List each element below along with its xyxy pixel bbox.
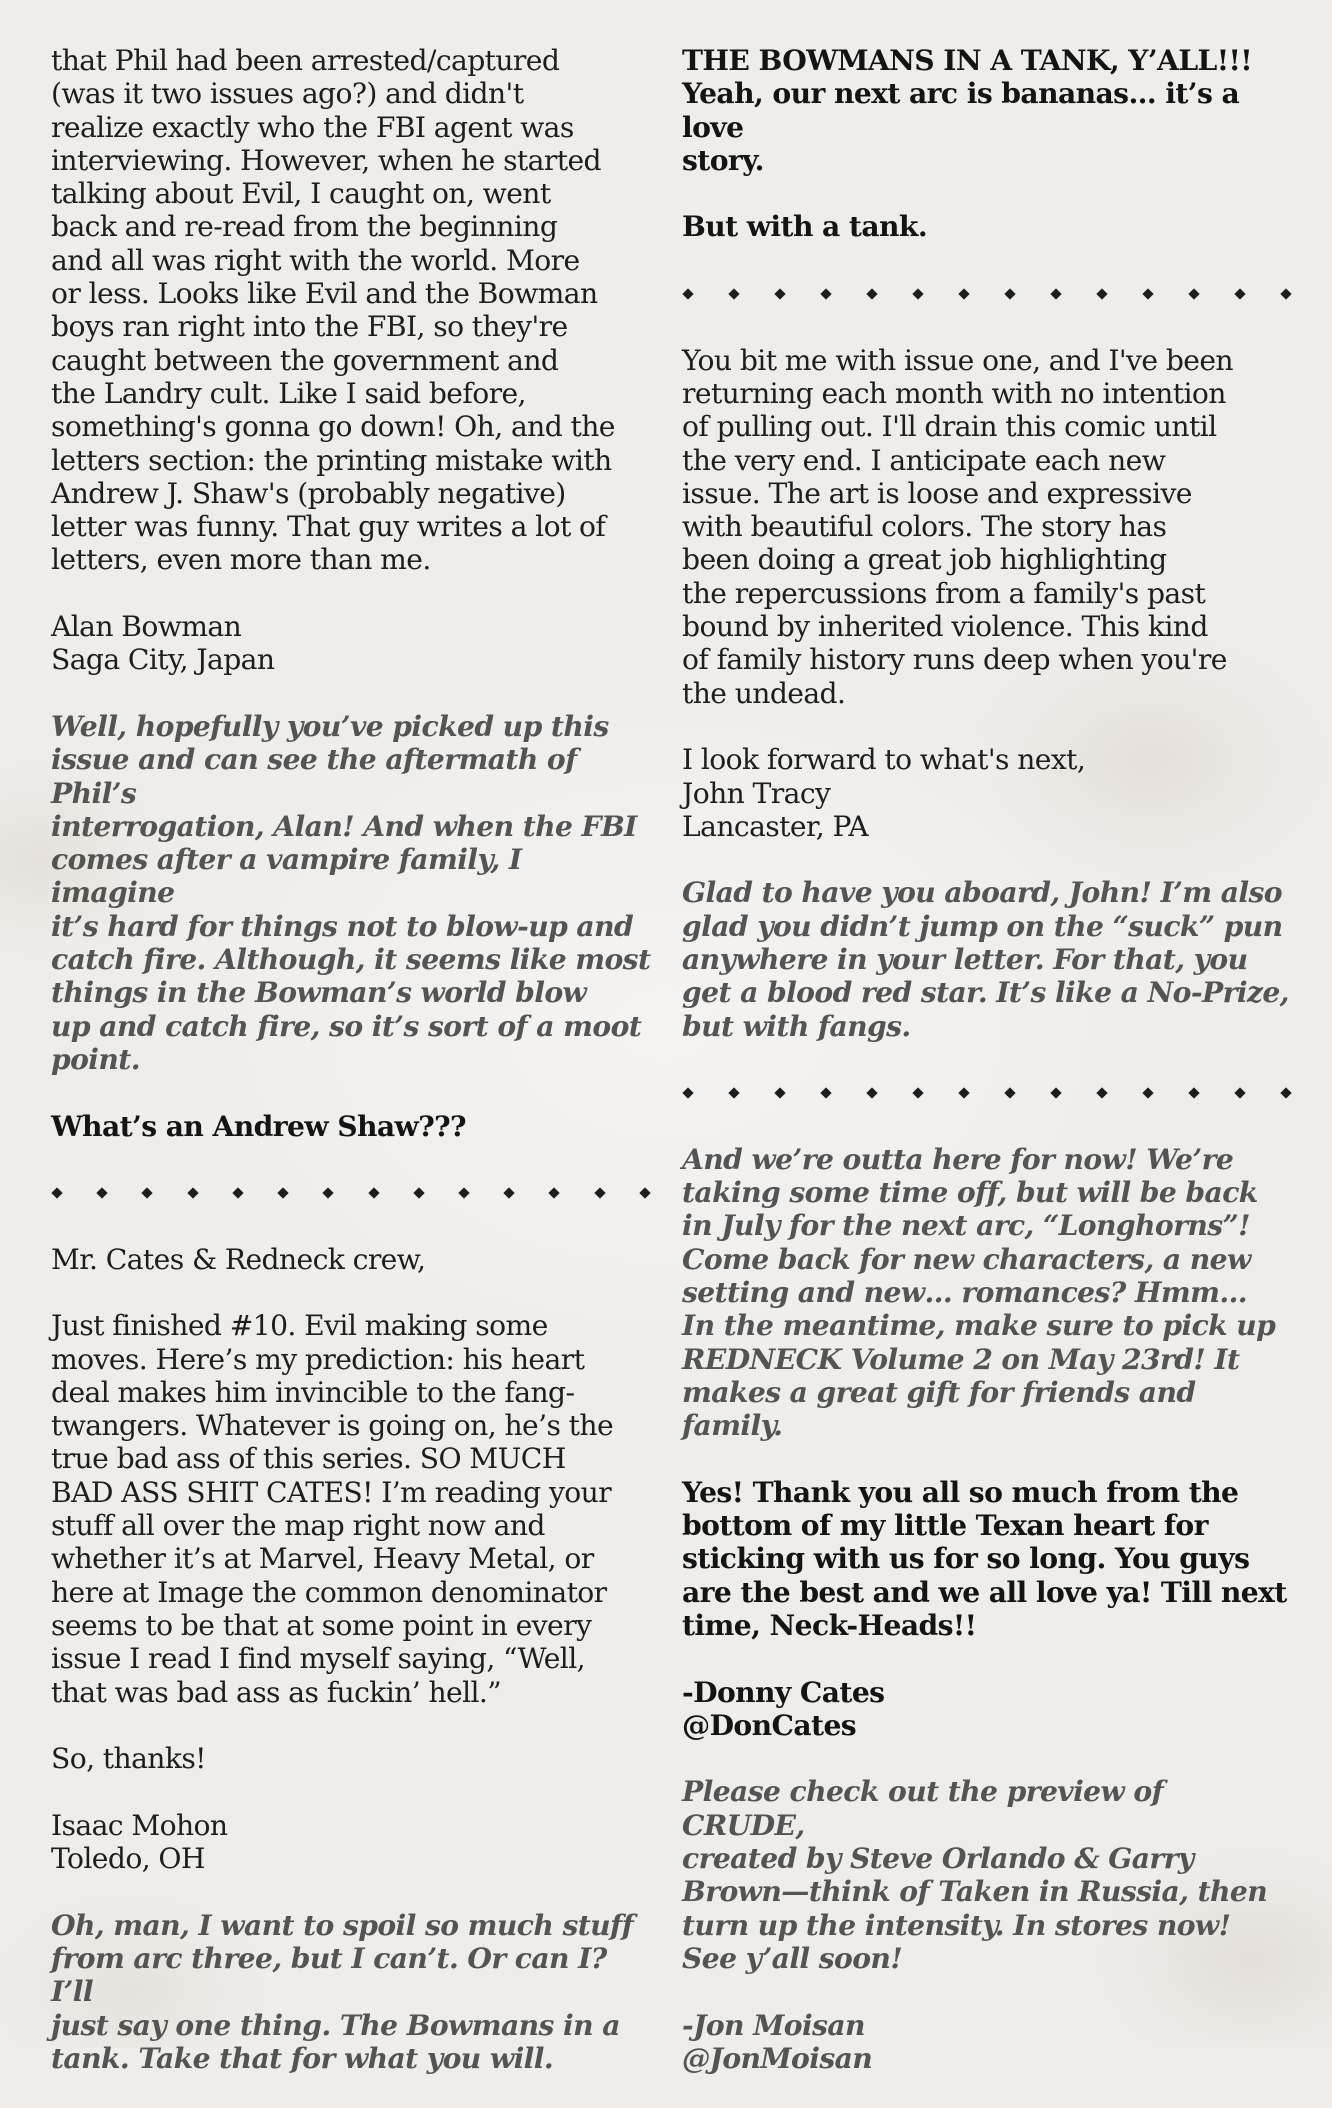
diamond-icon xyxy=(682,1087,693,1098)
alan-bowman-letter: that Phil had been arrested/captured (was it two issues ago?) and didn't realize exactly who the FBI agent was interviewing. However, when he started talking about Evil, I caught on, went back and re-read from the beginning and all was right with the world. More or less. Looks like Evil and the Bowman boys ran right into the FBI, so they're caught between the government and the Landry cult. Like I said before, something's gonna go down! Oh, and the letters section: the printing mistake with Andrew J. Shaw's (probably negative) letter was funny. That guy writes a lot of letters, even more than me. xyxy=(51,44,615,577)
alan-reply: Well, hopefully you’ve picked up this issue and can see the aftermath of Phil’s interrogation, Alan! And when the FBI comes after a vampire family, I imagine it’s hard for things not to blow-up and catch fire. Although, it seems like most things in the Bowman’s world blow up and catch fire, so it’s sort of a moot point. xyxy=(51,709,651,1076)
diamond-icon xyxy=(1004,288,1015,299)
diamond-icon xyxy=(1050,1087,1061,1098)
diamond-icon xyxy=(458,1187,469,1198)
alan-reply-bold: What’s an Andrew Shaw??? xyxy=(51,1109,466,1143)
diamond-icon xyxy=(1188,288,1199,299)
diamond-icon xyxy=(728,1087,739,1098)
diamond-icon xyxy=(504,1187,515,1198)
isaac-greeting: Mr. Cates & Redneck crew, xyxy=(51,1242,426,1276)
diamond-icon xyxy=(1188,1087,1199,1098)
diamond-icon xyxy=(368,1187,379,1198)
diamond-icon xyxy=(728,288,739,299)
tank-reply-bold: THE BOWMANS IN A TANK, Y’ALL!!! Yeah, our next arc is bananas… it’s a love story. xyxy=(682,44,1253,177)
diamond-icon xyxy=(1050,288,1061,299)
diamond-icon xyxy=(323,1187,334,1198)
diamond-icon xyxy=(820,1087,831,1098)
isaac-reply: Oh, man, I want to spoil so much stuff from arc three, but I can’t. Or can I? I’ll just say one thing. The Bowmans in a tank. Take that for what you will. xyxy=(51,1908,634,2075)
right-column xyxy=(682,44,1292,2108)
john-tracy-signature: I look forward to what's next, John Tracy Lancaster, PA xyxy=(682,743,1086,843)
outro-note: And we’re outta here for now! We’re taking some time off, but will be back in July for the next arc, “Longhorns”! Come back for new characters, a new setting and new… romances? Hmm… In the meantime, make sure to pick up REDNECK Volume 2 on May 23rd! It makes a great gift for friends and family. xyxy=(682,1142,1276,1443)
diamond-icon xyxy=(774,288,785,299)
diamond-icon xyxy=(1096,288,1107,299)
tank-reply-bold-2: But with a tank. xyxy=(682,210,928,244)
diamond-icon xyxy=(866,288,877,299)
diamond-icon xyxy=(187,1187,198,1198)
isaac-mohon-signature: Isaac Mohon Toledo, OH xyxy=(51,1808,228,1876)
diamond-icon xyxy=(639,1187,650,1198)
diamond-icon xyxy=(682,288,693,299)
diamond-icon xyxy=(1004,1087,1015,1098)
diamond-icon xyxy=(1280,288,1291,299)
diamond-icon xyxy=(1142,288,1153,299)
alan-bowman-signature: Alan Bowman Saga City, Japan xyxy=(51,610,275,677)
diamond-icon xyxy=(277,1187,288,1198)
diamond-icon xyxy=(866,1087,877,1098)
crude-preview-note: Please check out the preview of CRUDE, created by Steve Orlando & Garry Brown—think of Taken in Russia, then turn up the intensity. In stores now! See y’all soon! xyxy=(682,1775,1268,1975)
diamond-icon xyxy=(549,1187,560,1198)
diamond-icon xyxy=(958,288,969,299)
diamond-icon xyxy=(1234,288,1245,299)
diamond-icon xyxy=(774,1087,785,1098)
diamond-icon xyxy=(1280,1087,1291,1098)
diamond-icon xyxy=(142,1187,153,1198)
diamond-icon xyxy=(51,1187,62,1198)
diamond-icon xyxy=(958,1087,969,1098)
left-column xyxy=(51,44,651,2108)
section-divider xyxy=(51,1176,651,1209)
diamond-icon xyxy=(413,1187,424,1198)
diamond-icon xyxy=(820,288,831,299)
isaac-mohon-letter: Just finished #10. Evil making some moves. Here’s my prediction: his heart deal makes him invincible to the fang- twangers. Whatever is going on, he’s the true bad ass of this series. SO MUCH BAD ASS SHIT CATES! I’m reading your stuff all over the map right now and whether it’s at Marvel, Heavy Metal, or here at Image the common denominator seems to be that at some point in every issue I read I find myself saying, “Well, that was bad ass as fuckin’ hell.” xyxy=(51,1309,614,1709)
diamond-icon xyxy=(1142,1087,1153,1098)
section-divider xyxy=(682,277,1292,310)
donny-cates-signature: -Donny Cates @DonCates xyxy=(682,1675,885,1742)
donny-thanks: Yes! Thank you all so much from the bottom of my little Texan heart for sticking with us for so long. You guys are the best and we all love ya! Till next time, Neck-Heads!! xyxy=(682,1475,1287,1642)
jon-moisan-signature: -Jon Moisan @JonMoisan xyxy=(682,2008,873,2075)
diamond-icon xyxy=(594,1187,605,1198)
diamond-icon xyxy=(97,1187,108,1198)
diamond-icon xyxy=(232,1187,243,1198)
diamond-icon xyxy=(912,1087,923,1098)
diamond-icon xyxy=(912,288,923,299)
john-tracy-letter: You bit me with issue one, and I've been returning each month with no intention of pulling out. I'll drain this comic until the very end. I anticipate each new issue. The art is loose and expressive with beautiful colors. The story has been doing a great job highlighting the repercussions from a family's past bound by inherited violence. This kind of family history runs deep when you're the undead. xyxy=(682,343,1233,710)
isaac-thanks: So, thanks! xyxy=(51,1742,206,1776)
diamond-icon xyxy=(1096,1087,1107,1098)
diamond-icon xyxy=(1234,1087,1245,1098)
john-reply: Glad to have you aboard, John! I’m also glad you didn’t jump on the “suck” pun anywhere in your letter. For that, you get a blood red star. It’s like a No-Prize, but with fangs. xyxy=(682,876,1289,1043)
section-divider xyxy=(682,1076,1292,1109)
